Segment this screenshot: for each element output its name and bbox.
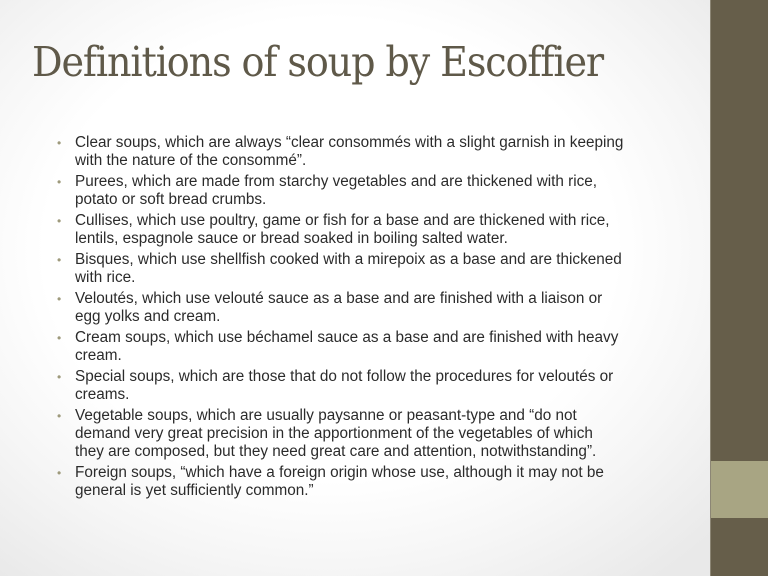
bullet-text-line: Vegetable soups, which are usually paysanne or peasant-type and “do not — [75, 407, 577, 424]
bullet-icon: • — [57, 214, 62, 228]
bullet-icon: • — [57, 409, 62, 423]
bullet-icon: • — [57, 331, 62, 345]
bullet-text-line: demand very great precision in the apportionment of the vegetables of which — [75, 425, 593, 442]
bullet-text-line: Purees, which are made from starchy vegetables and are thickened with rice, — [75, 173, 598, 190]
bullet-text-line: egg yolks and cream. — [75, 308, 221, 325]
bullet-item-cream-soups — [56, 329, 696, 365]
bullet-item-bisques — [56, 251, 696, 287]
bullet-text-line: Foreign soups, “which have a foreign origin whose use, although it may not be — [75, 464, 604, 481]
bullet-text-line: creams. — [75, 386, 130, 403]
bullet-item-special-soups — [56, 368, 696, 404]
bullet-icon: • — [57, 253, 62, 267]
bullet-icon: • — [57, 136, 62, 150]
bullet-item-purees — [56, 173, 696, 209]
bullet-text-line: with the nature of the consommé”. — [75, 152, 307, 169]
bullet-text-line: Special soups, which are those that do not follow the procedures for veloutés or — [75, 368, 614, 385]
bullet-item-vegetable-soups — [56, 407, 696, 461]
bullet-item-foreign-soups — [56, 464, 696, 500]
bullet-item-clear-soups — [56, 134, 696, 170]
bullet-icon: • — [57, 466, 62, 480]
decorative-sidebar — [710, 0, 768, 576]
bullet-text-line: they are composed, but they need great care and attention, notwithstanding”. — [75, 443, 597, 460]
bullet-text-line: Clear soups, which are always “clear consommés with a slight garnish in keeping — [75, 134, 624, 151]
bullet-text-line: Cullises, which use poultry, game or fish for a base and are thickened with rice, — [75, 212, 610, 229]
bullet-list — [56, 134, 696, 503]
bullet-text-line: general is yet sufficiently common.” — [75, 482, 314, 499]
decorative-sidebar-band — [711, 461, 768, 518]
bullet-text-line: Cream soups, which use béchamel sauce as a base and are finished with heavy — [75, 329, 619, 346]
bullet-icon: • — [57, 175, 62, 189]
bullet-icon: • — [57, 292, 62, 306]
bullet-item-cullises — [56, 212, 696, 248]
bullet-text-line: Veloutés, which use velouté sauce as a base and are finished with a liaison or — [75, 290, 603, 307]
bullet-text-line: lentils, espagnole sauce or bread soaked in boiling salted water. — [75, 230, 508, 247]
bullet-text-line: cream. — [75, 347, 122, 364]
bullet-text-line: with rice. — [75, 269, 136, 286]
bullet-text-line: potato or soft bread crumbs. — [75, 191, 267, 208]
bullet-text-line: Bisques, which use shellfish cooked with a mirepoix as a base and are thickened — [75, 251, 622, 268]
slide-title: Definitions of soup by Escoffier — [32, 38, 604, 86]
bullet-item-veloutes — [56, 290, 696, 326]
bullet-icon: • — [57, 370, 62, 384]
